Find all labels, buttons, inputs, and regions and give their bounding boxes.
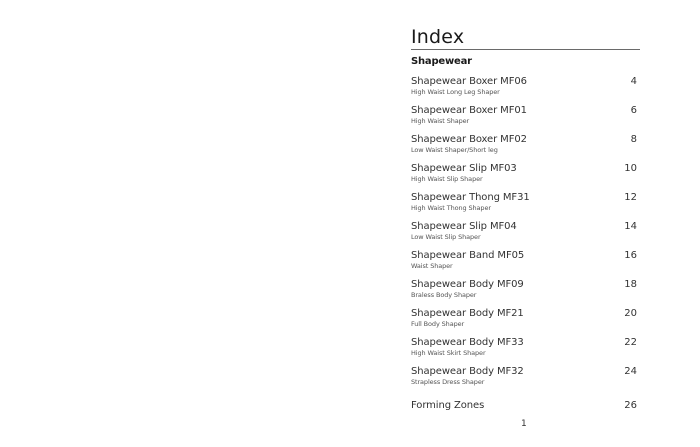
entry-description: Low Waist Shaper/Short leg	[411, 146, 498, 154]
entry-page-number: 10	[624, 163, 637, 174]
footer-page-number: 1	[521, 419, 527, 429]
entry-page-number: 16	[624, 250, 637, 261]
index-entry[interactable]	[411, 279, 640, 308]
index-entry-forming-zones[interactable]	[411, 400, 640, 414]
entry-description: High Waist Long Leg Shaper	[411, 88, 500, 96]
index-entry[interactable]	[411, 105, 640, 134]
index-entry[interactable]	[411, 76, 640, 105]
index-entry[interactable]	[411, 366, 640, 395]
entry-description: Full Body Shaper	[411, 320, 465, 328]
entry-page-number: 8	[630, 134, 637, 145]
index-entry[interactable]	[411, 308, 640, 337]
entry-name: Shapewear Boxer MF01	[411, 105, 527, 116]
index-panel	[411, 26, 640, 414]
entry-name: Shapewear Body MF09	[411, 279, 524, 290]
entry-name: Shapewear Thong MF31	[411, 192, 530, 203]
entry-name: Shapewear Body MF21	[411, 308, 524, 319]
entry-name: Shapewear Body MF32	[411, 366, 524, 377]
section-heading: Shapewear	[411, 56, 472, 67]
entry-page-number: 12	[624, 192, 637, 203]
entry-name: Shapewear Body MF33	[411, 337, 524, 348]
entry-name: Shapewear Boxer MF06	[411, 76, 527, 87]
entry-description: Low Waist Slip Shaper	[411, 233, 481, 241]
entry-page-number: 18	[624, 279, 637, 290]
entry-description: High Waist Shaper	[411, 117, 470, 125]
entry-page-number: 22	[624, 337, 637, 348]
index-entry[interactable]	[411, 163, 640, 192]
index-entry[interactable]	[411, 192, 640, 221]
entry-name: Shapewear Band MF05	[411, 250, 525, 261]
entry-description: Strapless Dress Shaper	[411, 378, 485, 386]
entry-description: High Waist Thong Shaper	[411, 204, 491, 212]
entry-page-number: 6	[630, 105, 637, 116]
entry-name: Shapewear Boxer MF02	[411, 134, 527, 145]
entry-description: High Waist Slip Shaper	[411, 175, 483, 183]
entry-name: Shapewear Slip MF03	[411, 163, 517, 174]
entry-name: Shapewear Slip MF04	[411, 221, 517, 232]
index-entry[interactable]	[411, 250, 640, 279]
entry-description: High Waist Skirt Shaper	[411, 349, 486, 357]
entry-page-number: 24	[624, 366, 637, 377]
entry-page-number: 20	[624, 308, 637, 319]
entry-name: Forming Zones	[411, 400, 485, 411]
index-entry[interactable]	[411, 337, 640, 366]
entry-description: Waist Shaper	[411, 262, 453, 270]
entry-page-number: 4	[630, 76, 637, 87]
entry-description: Braless Body Shaper	[411, 291, 477, 299]
index-entries	[411, 76, 640, 414]
entry-page-number: 26	[624, 400, 637, 411]
index-entry[interactable]	[411, 221, 640, 250]
index-entry[interactable]	[411, 134, 640, 163]
entry-page-number: 14	[624, 221, 637, 232]
index-title: Index	[411, 26, 640, 50]
